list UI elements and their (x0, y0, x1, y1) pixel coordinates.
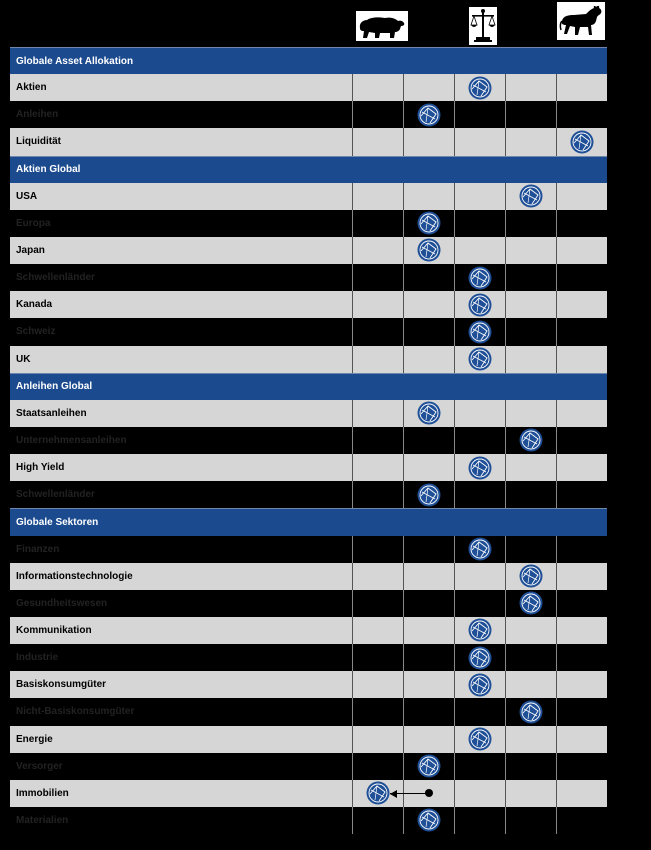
table-row (10, 726, 607, 753)
previous-position-dot (425, 789, 433, 797)
rating-cell (556, 671, 607, 698)
table-row (10, 237, 607, 264)
position-marker (570, 130, 594, 154)
rating-cell (556, 698, 607, 725)
section-header (10, 156, 607, 183)
rating-cell (403, 128, 454, 155)
rating-cell (352, 128, 403, 155)
table-row (10, 210, 607, 237)
rating-cell (352, 807, 403, 834)
position-marker (519, 564, 543, 588)
row-label: Versorger (16, 760, 63, 772)
scales-icon-box (469, 7, 497, 45)
row-label: Schwellenländer (16, 272, 95, 284)
table-row (10, 318, 607, 345)
section-header (10, 47, 607, 74)
scales-icon (470, 8, 496, 44)
rating-cell (556, 780, 607, 807)
rating-cell (454, 400, 505, 427)
row-label: Energie (16, 733, 53, 745)
rating-cell (505, 454, 556, 481)
table-row (10, 481, 607, 508)
rating-cell (454, 183, 505, 210)
position-marker (468, 320, 492, 344)
rating-cell (556, 346, 607, 373)
rating-cell (454, 780, 505, 807)
row-label: Staatsanleihen (16, 407, 87, 419)
position-marker (468, 293, 492, 317)
position-marker (519, 184, 543, 208)
row-label: Japan (16, 245, 45, 257)
rating-cell (505, 671, 556, 698)
rating-cell (556, 644, 607, 671)
bear-icon-box (356, 11, 408, 41)
rating-cell (505, 536, 556, 563)
table-row (10, 807, 607, 834)
rating-cell (352, 698, 403, 725)
position-marker (417, 483, 441, 507)
rating-cell (505, 807, 556, 834)
rating-cell (454, 590, 505, 617)
row-label: Anleihen (16, 109, 59, 121)
rating-cell (505, 481, 556, 508)
row-label: High Yield (16, 462, 65, 474)
rating-cell (403, 644, 454, 671)
rating-cell (403, 726, 454, 753)
rating-cell (403, 183, 454, 210)
rating-cell (505, 780, 556, 807)
position-marker (468, 673, 492, 697)
rating-cell (454, 101, 505, 128)
row-label: Materialien (16, 815, 69, 826)
rating-cell (454, 128, 505, 155)
rating-cell (556, 318, 607, 345)
section-title: Aktien Global (16, 164, 81, 176)
rating-cell (352, 318, 403, 345)
row-label: UK (16, 353, 31, 365)
rating-cell (556, 101, 607, 128)
row-label: Industrie (16, 652, 59, 664)
table-row (10, 617, 607, 644)
rating-cell (556, 237, 607, 264)
rating-cell (403, 454, 454, 481)
position-marker (366, 781, 390, 805)
row-label: Schwellenländer (16, 489, 95, 501)
rating-cell (403, 617, 454, 644)
section-header (10, 508, 607, 535)
position-marker (417, 211, 441, 235)
row-label: Schweiz (16, 326, 56, 338)
rating-cell (454, 210, 505, 237)
position-marker (468, 456, 492, 480)
table-row (10, 644, 607, 671)
rating-cell (352, 346, 403, 373)
position-marker (519, 700, 543, 724)
table-row (10, 671, 607, 698)
row-label: USA (16, 190, 38, 202)
rating-cell (505, 128, 556, 155)
rating-cell (556, 617, 607, 644)
rating-cell (505, 101, 556, 128)
row-label: Unternehmensanleihen (16, 435, 127, 447)
rating-cell (352, 210, 403, 237)
table-row (10, 590, 607, 617)
rating-cell (403, 698, 454, 725)
rating-cell (403, 74, 454, 101)
table-row (10, 698, 607, 725)
rating-cell (556, 590, 607, 617)
position-marker (468, 266, 492, 290)
rating-cell (403, 590, 454, 617)
table-row (10, 264, 607, 291)
row-label: Europa (16, 217, 51, 229)
row-label: Aktien (16, 82, 47, 94)
rating-cell (505, 617, 556, 644)
rating-cell (556, 807, 607, 834)
position-marker (468, 347, 492, 371)
rating-cell (352, 617, 403, 644)
rating-cell (556, 753, 607, 780)
rating-cell (556, 481, 607, 508)
rating-cell (505, 237, 556, 264)
rating-cell (454, 237, 505, 264)
bear-icon (357, 12, 407, 40)
row-label: Informationstechnologie (16, 570, 133, 582)
position-marker (519, 591, 543, 615)
position-marker (417, 238, 441, 262)
rating-cell (505, 753, 556, 780)
rating-cell (454, 563, 505, 590)
rating-cell (403, 318, 454, 345)
rating-cell (352, 481, 403, 508)
rating-cell (505, 264, 556, 291)
rating-cell (403, 671, 454, 698)
rating-cell (505, 291, 556, 318)
table-row (10, 400, 607, 427)
table-row (10, 291, 607, 318)
rating-cell (352, 726, 403, 753)
table-row (10, 128, 607, 155)
position-marker (417, 103, 441, 127)
rating-cell (403, 346, 454, 373)
rating-cell (352, 454, 403, 481)
rating-cell (454, 427, 505, 454)
table-row (10, 101, 607, 128)
position-marker (519, 428, 543, 452)
table-row (10, 346, 607, 373)
rating-cell (352, 74, 403, 101)
rating-cell (352, 264, 403, 291)
section-title: Globale Sektoren (16, 516, 99, 528)
rating-cell (352, 427, 403, 454)
position-marker (468, 727, 492, 751)
rating-cell (556, 536, 607, 563)
table-row (10, 454, 607, 481)
arrow-head (390, 790, 397, 798)
position-marker (417, 808, 441, 832)
position-marker (417, 401, 441, 425)
row-label: Liquidität (16, 136, 61, 148)
rating-cell (505, 318, 556, 345)
rating-cell (403, 291, 454, 318)
row-label: Basiskonsumgüter (16, 679, 107, 691)
rating-cell (352, 753, 403, 780)
rating-cell (505, 644, 556, 671)
rating-cell (505, 400, 556, 427)
rating-cell (556, 454, 607, 481)
row-label: Finanzen (16, 543, 60, 555)
allocation-table (10, 47, 607, 834)
rating-cell (352, 183, 403, 210)
rating-cell (505, 346, 556, 373)
position-marker (468, 537, 492, 561)
position-marker (468, 76, 492, 100)
rating-cell (556, 563, 607, 590)
rating-cell (352, 590, 403, 617)
row-label: Nicht-Basiskonsumgüter (16, 706, 135, 718)
table-row (10, 183, 607, 210)
rating-cell (556, 264, 607, 291)
rating-cell (556, 74, 607, 101)
rating-cell (403, 427, 454, 454)
rating-cell (556, 183, 607, 210)
table-row (10, 536, 607, 563)
rating-cell (556, 400, 607, 427)
rating-cell (556, 427, 607, 454)
section-title: Globale Asset Allokation (16, 55, 134, 67)
rating-cell (505, 726, 556, 753)
position-marker (468, 618, 492, 642)
rating-cell (352, 400, 403, 427)
rating-cell (454, 481, 505, 508)
table-row (10, 753, 607, 780)
rating-cell (403, 563, 454, 590)
rating-cell (352, 644, 403, 671)
rating-cell (352, 291, 403, 318)
position-marker (468, 646, 492, 670)
rating-cell (352, 563, 403, 590)
table-row (10, 563, 607, 590)
table-row (10, 780, 607, 807)
rating-cell (454, 753, 505, 780)
rating-cell (352, 671, 403, 698)
rating-cell (505, 210, 556, 237)
row-label: Kanada (16, 299, 53, 311)
rating-cell (352, 237, 403, 264)
table-row (10, 427, 607, 454)
rating-cell (556, 210, 607, 237)
table-row (10, 74, 607, 101)
position-marker (417, 754, 441, 778)
row-label: Immobilien (16, 787, 69, 799)
rating-cell (403, 264, 454, 291)
bull-icon (558, 3, 604, 39)
rating-cell (352, 536, 403, 563)
rating-cell (403, 536, 454, 563)
rating-cell (556, 291, 607, 318)
row-label: Gesundheitswesen (16, 597, 108, 609)
row-label: Kommunikation (16, 625, 92, 637)
section-header (10, 373, 607, 400)
section-title: Anleihen Global (16, 381, 93, 393)
rating-cell (454, 698, 505, 725)
rating-cell (454, 807, 505, 834)
rating-cell (352, 101, 403, 128)
bull-icon-box (557, 2, 605, 40)
rating-cell (556, 726, 607, 753)
rating-cell (505, 74, 556, 101)
